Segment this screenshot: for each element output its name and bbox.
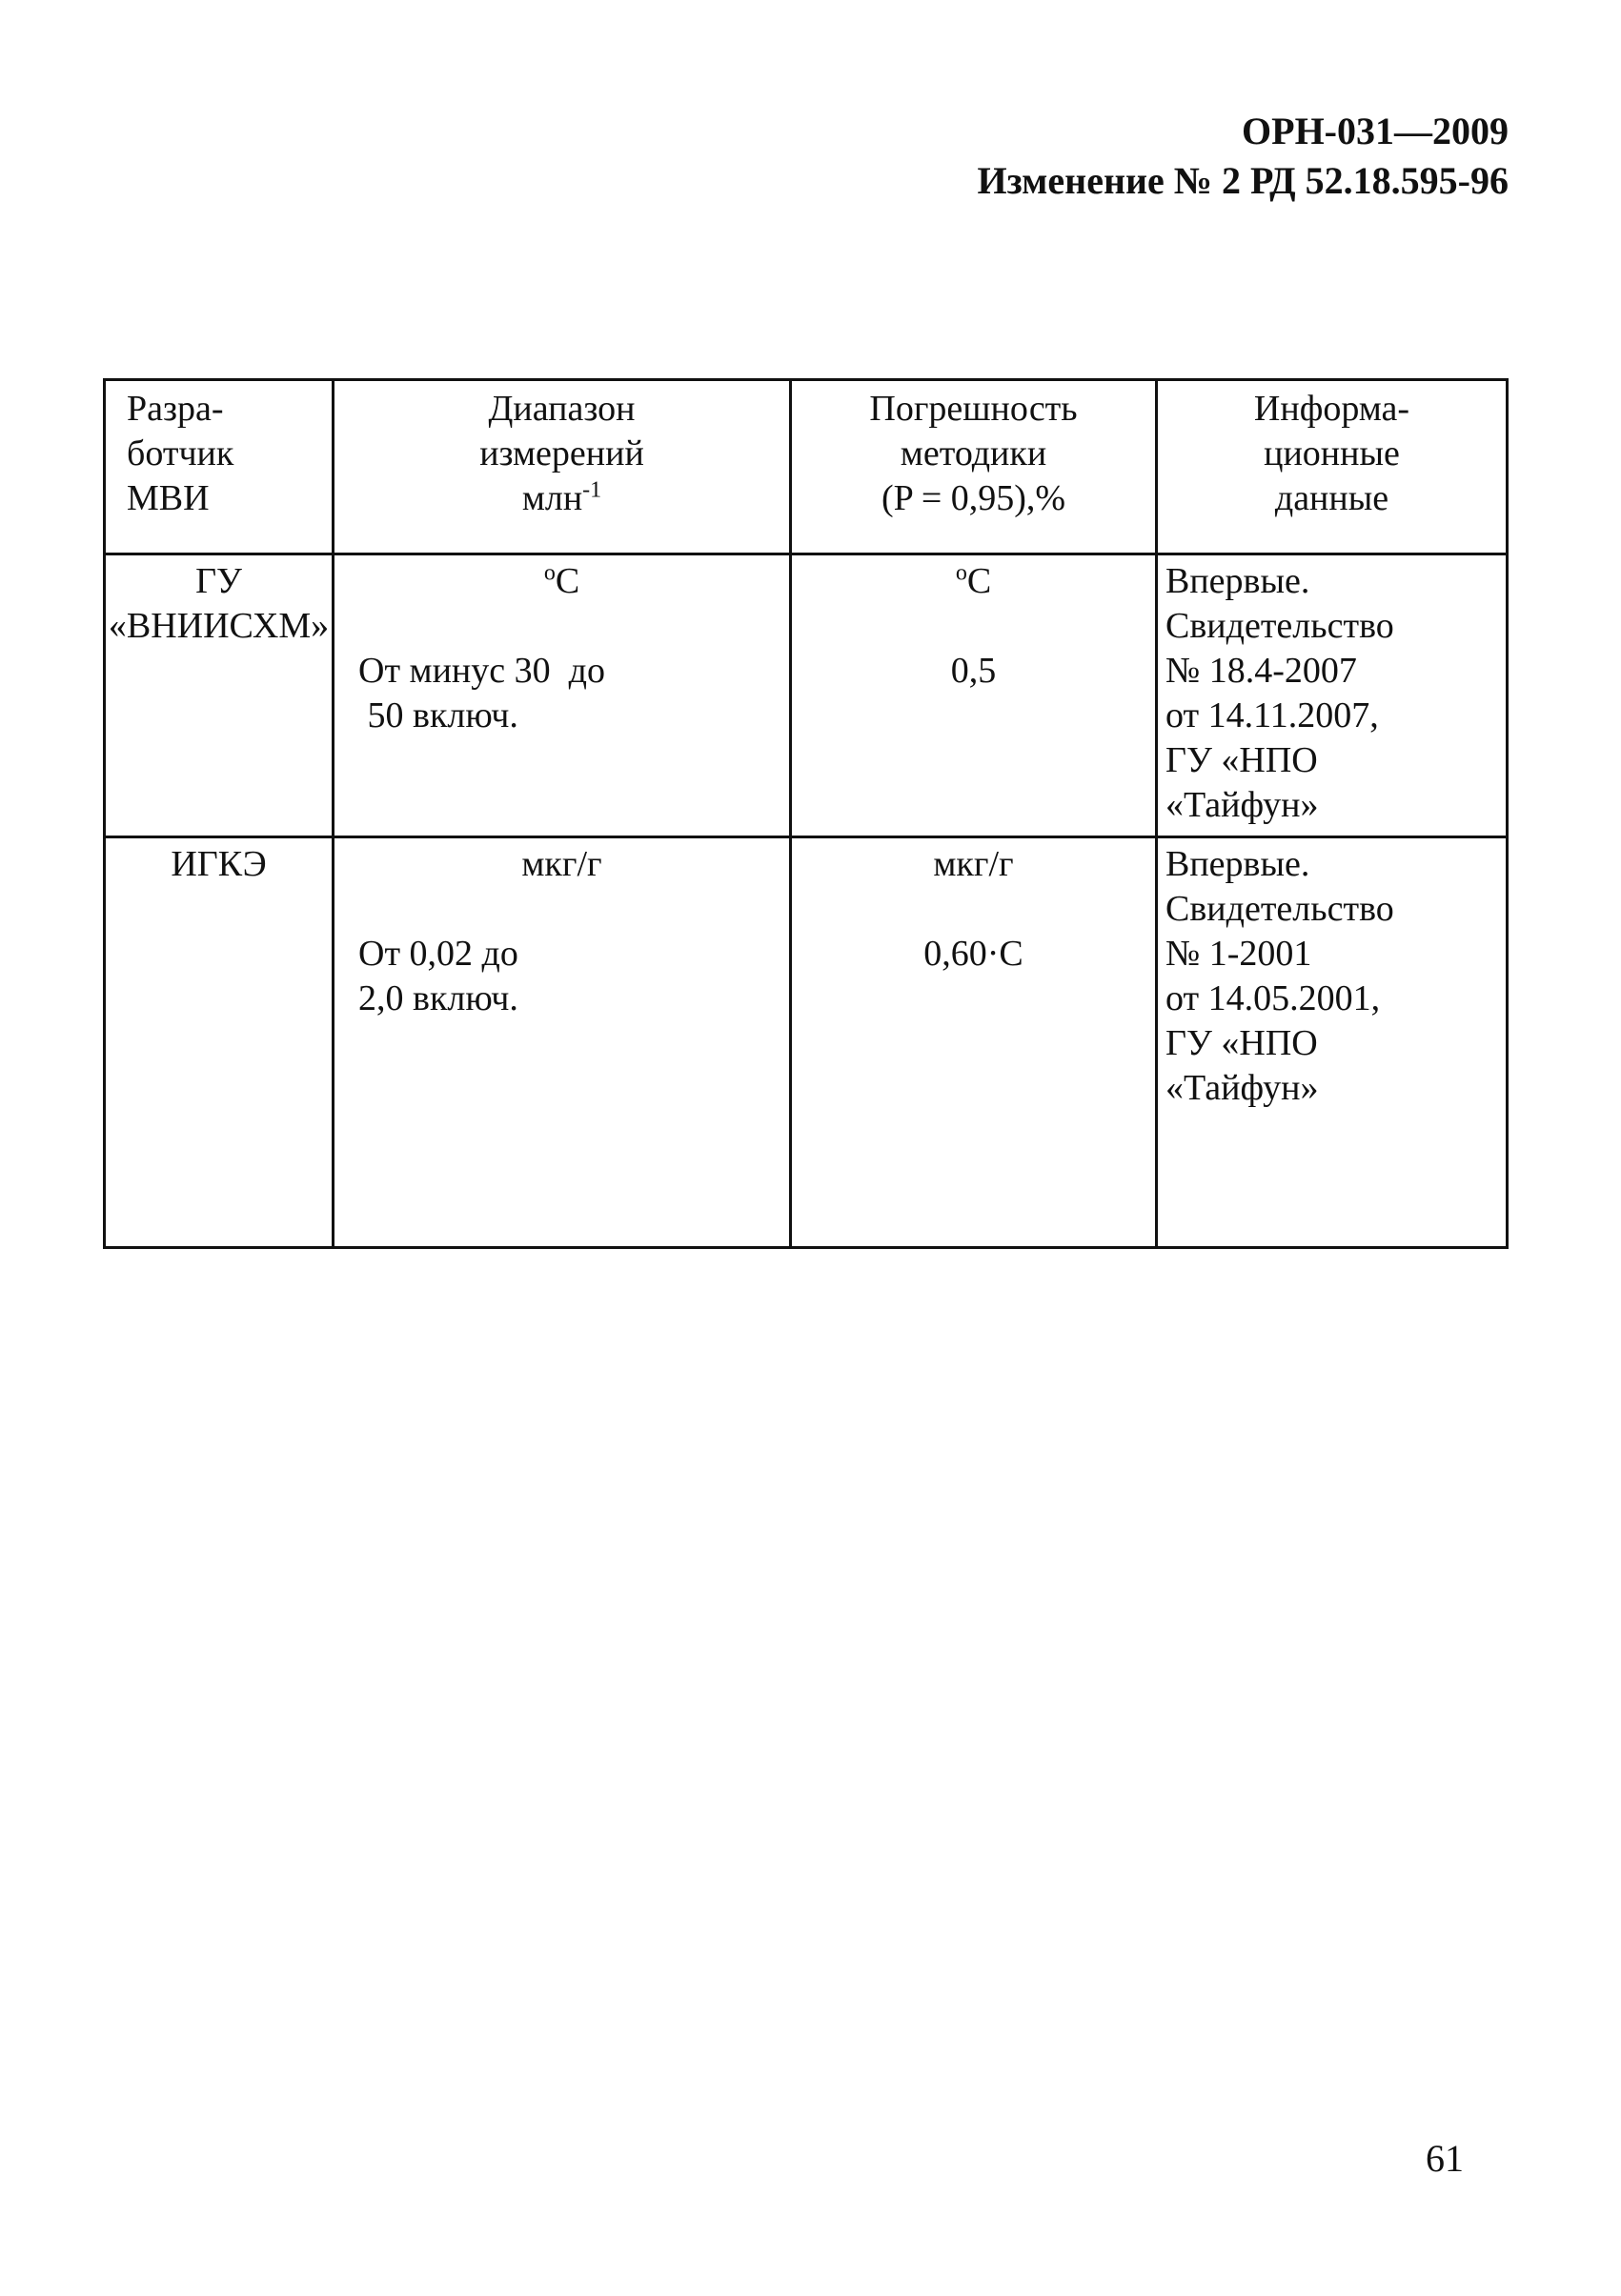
table-row — [105, 837, 1508, 1248]
info-line: «Тайфун» — [1165, 1068, 1319, 1108]
header-developer-line: Разра- — [127, 389, 224, 429]
error-value: 0,5 — [950, 651, 997, 691]
header-range-line: Диапазон — [488, 389, 636, 429]
header-developer-line: ботчик — [127, 433, 234, 473]
header-range-unit-text: млн — [521, 478, 583, 518]
header-range-line: измерений — [479, 433, 644, 473]
cell-range — [334, 554, 791, 837]
amendment-title: Изменение № 2 РД 52.18.595-96 — [977, 159, 1509, 202]
range-value-line: От 0,02 до — [358, 934, 518, 974]
error-unit: мкг/г — [933, 844, 1014, 884]
info-line: ГУ «НПО — [1165, 740, 1318, 780]
header-range — [334, 380, 791, 554]
error-unit — [800, 559, 1147, 604]
developer-line: «ВНИИСХМ» — [108, 606, 330, 646]
range-unit: мкг/г — [521, 844, 602, 884]
info-line: Впервые. — [1165, 844, 1310, 884]
header-developer — [105, 380, 334, 554]
developer-line: ГУ — [195, 561, 242, 601]
degree-sign: o — [955, 560, 967, 586]
cell-info — [1157, 837, 1508, 1248]
info-line: от 14.05.2001, — [1165, 978, 1381, 1018]
table-header-row — [105, 380, 1508, 554]
info-line: Впервые. — [1165, 561, 1310, 601]
cell-range — [334, 837, 791, 1248]
header-info — [1157, 380, 1508, 554]
range-value-line: 2,0 включ. — [358, 978, 518, 1018]
range-unit — [342, 559, 781, 604]
cell-error — [791, 554, 1157, 837]
methods-table — [103, 378, 1509, 1249]
document-header — [978, 107, 1509, 206]
header-range-unit — [342, 476, 781, 521]
header-developer-line: МВИ — [127, 478, 210, 518]
degree-sign: o — [543, 560, 556, 586]
header-error-line: Погрешность — [869, 389, 1078, 429]
info-line: «Тайфун» — [1165, 785, 1319, 825]
range-unit-text: C — [555, 561, 580, 601]
error-value: 0,60·C — [923, 934, 1023, 974]
info-line: № 1-2001 — [1165, 934, 1312, 974]
info-line: ГУ «НПО — [1165, 1023, 1318, 1063]
header-error-line: (P = 0,95),% — [881, 478, 1066, 518]
cell-developer — [105, 554, 334, 837]
info-line: Свидетельство — [1165, 889, 1394, 929]
error-unit-text: C — [966, 561, 992, 601]
info-line: от 14.11.2007, — [1165, 695, 1379, 735]
cell-developer — [105, 837, 334, 1248]
range-value-line: 50 включ. — [358, 695, 518, 735]
cell-error — [791, 837, 1157, 1248]
header-error — [791, 380, 1157, 554]
header-range-unit-sup: -1 — [582, 477, 602, 503]
range-value-line: От минус 30 до — [358, 651, 605, 691]
header-info-line: данные — [1274, 478, 1389, 518]
table-row — [105, 554, 1508, 837]
header-error-line: методики — [900, 433, 1047, 473]
header-info-line: ционные — [1264, 433, 1400, 473]
page-number: 61 — [1426, 2137, 1464, 2180]
info-line: Свидетельство — [1165, 606, 1394, 646]
standard-code: ОРН-031—2009 — [1242, 110, 1509, 152]
info-line: № 18.4-2007 — [1165, 651, 1357, 691]
header-info-line: Информа- — [1253, 389, 1410, 429]
developer-line: ИГКЭ — [171, 844, 267, 884]
cell-info — [1157, 554, 1508, 837]
